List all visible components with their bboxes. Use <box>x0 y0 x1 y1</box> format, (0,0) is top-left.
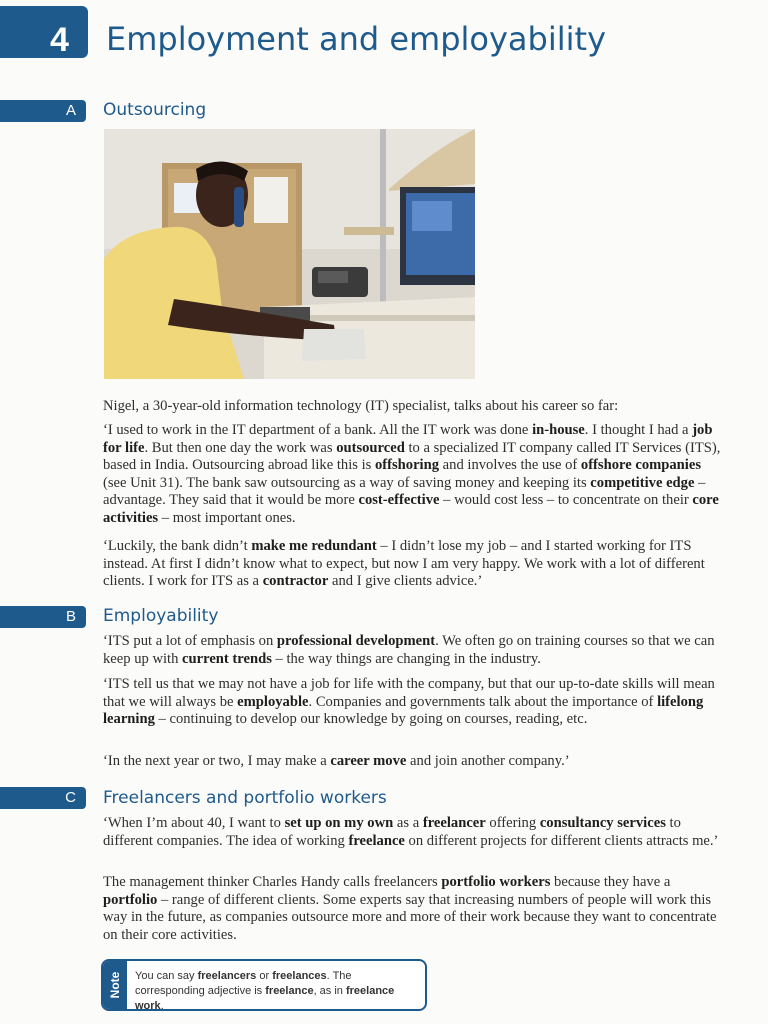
text-run: offering <box>485 815 540 831</box>
text-run: – most important ones. <box>158 509 296 526</box>
note-box <box>101 959 427 1011</box>
text-run: , as in <box>313 985 346 997</box>
text-run: on different projects for different clients attracts me.’ <box>404 832 719 849</box>
section-c-paragraph-1 <box>103 815 727 850</box>
key-term: freelancer <box>422 815 486 831</box>
text-run: . The corresponding adjective is <box>135 970 352 997</box>
section-letter: B <box>65 608 76 625</box>
text-run: ‘Luckily, the bank didn’t <box>103 538 252 554</box>
page-title: Employment and employability <box>106 20 606 58</box>
text-run: and join another company.’ <box>406 753 570 769</box>
section-a-photo <box>104 129 475 379</box>
text-run: ‘I used to work in the IT department of a bank. All the IT work was done <box>103 422 533 438</box>
section-b-title: Employability <box>103 606 219 626</box>
section-a-title: Outsourcing <box>103 100 207 120</box>
key-term: portfolio <box>103 891 158 908</box>
text-run: – range of different clients. Some experts say that increasing numbers of people will work this way in the future, as companies outsource more and more of their work because they want to concentrate on their core activities. <box>103 891 717 943</box>
text-run: and I give clients advice.’ <box>328 573 483 590</box>
key-term: current trends <box>182 650 272 667</box>
text-run: (see Unit 31). The bank saw outsourcing as a way of saving money and keeping its <box>103 474 591 491</box>
text-run: . Companies and governments talk about the importance of <box>308 693 658 710</box>
key-term: portfolio workers <box>441 874 551 890</box>
key-term: cost-effective <box>358 492 440 509</box>
key-term: freelances <box>272 970 327 982</box>
key-term: consultancy services <box>539 815 666 831</box>
section-b-paragraph-3 <box>103 753 727 771</box>
section-a-paragraph-1 <box>103 422 727 528</box>
key-term: freelance <box>348 832 405 849</box>
text-run: or <box>256 970 273 982</box>
key-term: competitive edge <box>590 474 695 491</box>
key-term: in-house <box>532 422 585 438</box>
section-a-marker <box>0 100 86 122</box>
text-run: – continuing to develop our knowledge by going on courses, reading, etc. <box>154 711 588 728</box>
key-term: career move <box>330 753 407 769</box>
unit-number-badge <box>0 6 88 58</box>
note-text <box>135 969 419 1011</box>
section-c-paragraph-2 <box>103 874 727 944</box>
key-term: freelance work <box>135 985 395 1011</box>
key-term: professional development <box>276 633 436 649</box>
key-term: offshoring <box>374 457 440 474</box>
key-term: core activities <box>103 492 719 526</box>
text-run: to different companies. The idea of working <box>103 815 681 849</box>
text-run: – advantage. They said that it would be more <box>103 474 706 509</box>
text-run: The management thinker Charles Handy calls freelancers <box>103 874 442 890</box>
key-term: employable <box>237 693 309 710</box>
note-label: Note <box>108 971 122 999</box>
key-term: freelance <box>265 985 314 997</box>
text-run: because they have a <box>550 874 671 890</box>
unit-number: 4 <box>50 21 69 59</box>
text-run: Nigel, a 30-year-old information technology (IT) specialist, talks about his career so far: <box>103 398 619 414</box>
key-term: freelancers <box>197 970 257 982</box>
text-run: . I thought I had a <box>584 422 693 438</box>
section-c-title: Freelancers and portfolio workers <box>103 788 387 808</box>
text-run: – I didn’t lose my job – and I started working for ITS instead. At first I didn’t know what to expect, but now I am very happy. We work with a lot of different clients. I work for ITS as a <box>103 538 705 590</box>
section-b-paragraph-2 <box>103 676 727 729</box>
text-run: ‘When I’m about 40, I want to <box>103 815 285 831</box>
text-run: . We often go on training courses so that we can keep up with <box>103 633 715 667</box>
text-run: and involves the use of <box>439 457 581 474</box>
text-run: . But then one day the work was <box>144 439 337 456</box>
text-run: as a <box>393 815 423 831</box>
text-run: . <box>160 1000 164 1011</box>
text-run: ‘In the next year or two, I may make a <box>103 753 331 769</box>
text-run: – the way things are changing in the industry. <box>271 650 541 667</box>
key-term: set up on my own <box>284 815 394 831</box>
office-worker-illustration <box>104 129 475 379</box>
section-a-paragraph-intro <box>103 398 727 416</box>
text-run: to a specialized IT company called IT Services (ITS), based in India. Outsourcing abroad like this is <box>103 439 721 474</box>
section-a-paragraph-2 <box>103 538 727 591</box>
section-b-marker <box>0 606 86 628</box>
section-c-marker <box>0 787 86 809</box>
text-run: You can say <box>135 970 198 982</box>
section-letter: C <box>65 789 76 806</box>
note-tab <box>103 961 127 1009</box>
section-letter: A <box>65 102 76 119</box>
key-term: offshore companies <box>580 457 702 474</box>
key-term: outsourced <box>336 439 405 456</box>
text-run: ‘ITS tell us that we may not have a job for life with the company, but that our up-to-date skills will mean that we will always be <box>103 676 715 710</box>
key-term: make me redundant <box>251 538 377 554</box>
text-run: ‘ITS put a lot of emphasis on <box>103 633 277 649</box>
key-term: lifelong learning <box>103 693 704 728</box>
key-term: job for life <box>103 422 713 456</box>
text-run: – would cost less – to concentrate on their <box>439 492 693 509</box>
section-b-paragraph-1 <box>103 633 727 668</box>
key-term: contractor <box>262 573 329 590</box>
